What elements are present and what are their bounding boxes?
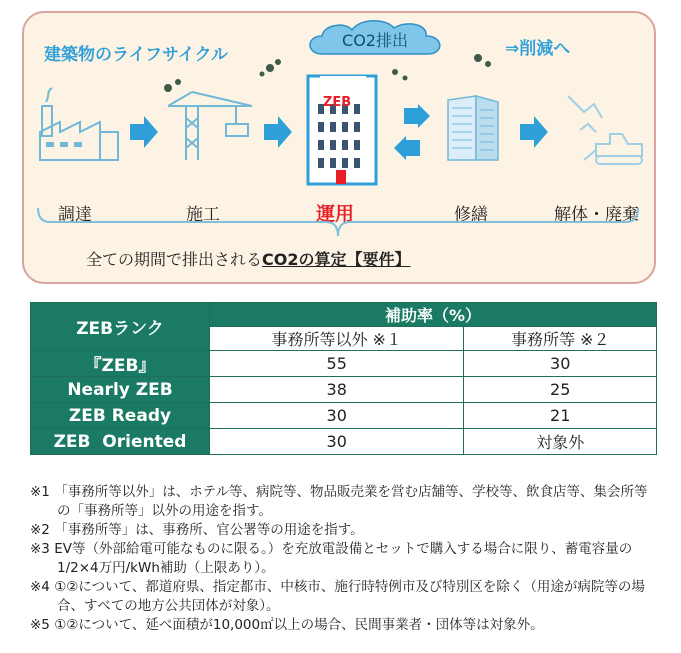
table-row bbox=[31, 429, 657, 455]
zeb-building-icon bbox=[306, 74, 380, 188]
stage-operation: 運用 bbox=[316, 203, 355, 225]
footnote-1: ※1 「事務所等以外」は、ホテル等、病院等、物品販売業を営む店舗等、学校等、飲食店等、集会所等の「事務所等」以外の用途を指す。 bbox=[30, 484, 648, 519]
rate-cell: 21 bbox=[464, 403, 657, 429]
crane-icon bbox=[168, 88, 254, 160]
demolition-machine-icon bbox=[566, 94, 646, 166]
rate-cell: 25 bbox=[464, 377, 657, 403]
rate-header: 補助率（%） bbox=[210, 303, 657, 327]
rate-cell: 38 bbox=[210, 377, 464, 403]
table-row bbox=[31, 403, 657, 429]
arrow-right-icon-1 bbox=[128, 116, 158, 148]
rank-cell: 『ZEB』 bbox=[31, 351, 210, 377]
co2-cloud-label: CO2排出 bbox=[342, 31, 408, 50]
co2-caption bbox=[86, 247, 411, 270]
bidirectional-arrow-icon bbox=[392, 104, 432, 160]
rank-cell: ZEB Ready bbox=[31, 403, 210, 429]
period-bracket bbox=[36, 208, 640, 238]
table-row bbox=[31, 351, 657, 377]
table-row bbox=[31, 377, 657, 403]
col-non-office-header: 事務所等以外 ※１ bbox=[210, 327, 464, 351]
arrow-right-icon-3 bbox=[518, 116, 548, 148]
footnote-5: ※5 ①②について、延べ面積が10,000㎡以上の場合、民間事業者・団体等は対象外。 bbox=[30, 617, 544, 633]
lifecycle-title: 建築物のライフサイクル bbox=[44, 45, 228, 65]
caption-requirement: CO2の算定【要件】 bbox=[262, 250, 411, 269]
footnote-2: ※2 「事務所等」は、事務所、官公署等の用途を指す。 bbox=[30, 522, 364, 538]
stage-repair: 修繕 bbox=[454, 205, 488, 225]
stage-construction: 施工 bbox=[186, 205, 220, 225]
arrow-right-icon-2 bbox=[262, 116, 292, 148]
rate-cell: 30 bbox=[464, 351, 657, 377]
zeb-sign: ZEB bbox=[323, 95, 352, 110]
rank-cell: Nearly ZEB bbox=[31, 377, 210, 403]
rate-cell: 30 bbox=[210, 403, 464, 429]
rate-cell: 30 bbox=[210, 429, 464, 455]
stage-demolition: 解体・廃棄 bbox=[554, 205, 639, 225]
footnotes bbox=[30, 483, 660, 635]
caption-text: 全ての期間で排出される bbox=[86, 250, 263, 269]
rank-header: ZEBランク bbox=[31, 303, 210, 351]
subsidy-rate-table bbox=[30, 302, 657, 455]
rank-cell: ZEB Oriented bbox=[31, 429, 210, 455]
rate-cell: 55 bbox=[210, 351, 464, 377]
emission-dots-icon-2 bbox=[440, 48, 500, 78]
apartment-building-icon bbox=[446, 94, 500, 160]
stage-procurement: 調達 bbox=[58, 205, 92, 225]
col-office-header: 事務所等 ※２ bbox=[464, 327, 657, 351]
footnote-4: ※4 ①②について、都道府県、指定都市、中核市、施行時特例市及び特別区を除く（用途が病院等の場合、すべての地方公共団体が対象）。 bbox=[30, 579, 645, 614]
factory-icon bbox=[36, 86, 122, 162]
rate-cell: 対象外 bbox=[464, 429, 657, 455]
reduce-label: ⇒削減へ bbox=[505, 39, 571, 59]
footnote-3: ※3 EV等（外部給電可能なものに限る。）を充放電設備とセットで購入する場合に限り、蓄電容量の1/2×4万円/kWh補助（上限あり）。 bbox=[30, 541, 633, 576]
